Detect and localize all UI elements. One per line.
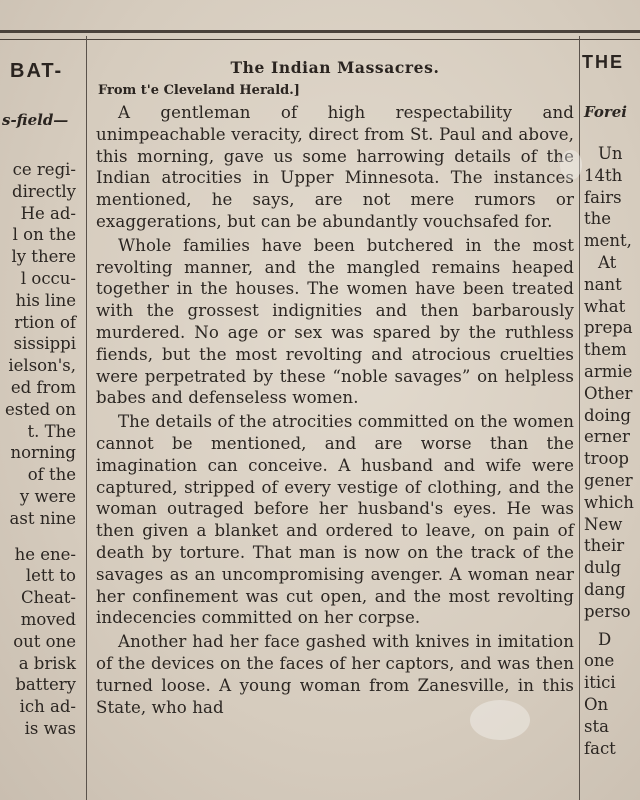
right-line: one [584,651,615,671]
right-line: gener [584,470,633,490]
left-column-subheading: s-field— [2,111,69,129]
left-line: out one [13,631,76,651]
paper-scuff [470,700,530,740]
left-column-lines [0,159,84,740]
column-rule-right [579,36,580,800]
left-column-heading: BAT- [10,60,64,82]
left-line: lett to [25,566,76,586]
left-line: Cheat- [20,588,76,608]
left-line: ielson's, [8,356,76,376]
left-line: ast nine [9,508,76,528]
right-line: which [584,492,634,512]
right-line: them [584,340,627,360]
right-line: On [584,694,609,714]
right-line: At [598,252,617,272]
right-column [582,40,640,759]
article-paragraph: Whole families have been butchered in the most revolting manner, and the mangled remains heaped together in the houses. The women have been treated with the grossest indignities and then barbarously murdered. No age or sex was spared by the ruthless fiends, but the most revolting and atrocious cruelties were perpetrated by these “noble savages” on helpless babes and defenseless women. [96,235,574,408]
left-line: moved [20,609,76,629]
right-column-heading: THE [582,52,624,72]
left-line: battery [15,675,76,695]
left-line: rtion of [14,312,76,332]
right-line: their [584,536,625,556]
left-line: he ene- [14,544,76,564]
left-line: his line [15,290,76,310]
right-line: New [584,514,623,534]
right-line: fairs [584,187,622,207]
right-line: Other [584,383,633,403]
left-line: a brisk [18,653,76,673]
right-line: erner [584,427,630,447]
right-column-subheading: Forei [584,103,627,121]
right-line: perso [584,601,631,621]
left-line: l on the [12,225,76,245]
left-line: norning [10,443,76,463]
left-line: is was [24,718,76,738]
right-line: Un [598,144,623,163]
article-column [92,40,578,718]
left-line: y were [19,486,76,506]
left-line: ly there [11,247,76,267]
column-rule-left [86,36,87,800]
right-line: what [584,296,626,316]
left-line: He ad- [20,203,76,223]
left-line: directly [12,181,76,201]
left-line: ested on [5,399,76,419]
right-line: nant [584,274,622,294]
right-line: fact [584,738,616,758]
left-line: of the [27,465,76,485]
article-title: The Indian Massacres. [230,58,440,77]
right-line: sta [584,716,609,736]
right-line: prepa [584,318,633,338]
left-line: ich ad- [19,697,76,717]
right-line: dang [584,579,626,599]
left-line: l occu- [20,268,76,288]
right-line: D [598,629,612,649]
masthead-rule [0,30,640,40]
right-line: doing [584,405,631,425]
right-line: the [584,209,612,229]
article-source: From t'e Cleveland Herald.] [98,83,300,98]
right-line: troop [584,449,629,469]
right-line: dulg [584,558,622,578]
left-column [0,40,84,740]
right-line: 14th [584,165,623,185]
right-line: armie [584,361,633,381]
left-line: ed from [10,377,76,397]
right-line: ment, [584,231,632,251]
article-paragraph: The details of the atrocities committed on the women cannot be mentioned, and are worse than the imagination can conceive. A husband and wife were captured, stripped of every vestige of clothing, and the woman outraged before her husband's eyes. He was then given a blanket and ordered to leave, on pain of death by torture. That man is now on the track of the savages as an uncompromising avenger. A woman near her confinement was cut open, and the most revolting indecencies committed on her corpse. [96,412,574,628]
left-line: sissippi [13,334,76,354]
right-column-lines [582,143,640,759]
article-paragraph: A gentleman of high respectability and unimpeachable veracity, direct from St. Paul and above, this morning, gave us some harrowing details of the Indian atrocities in Upper Minnesota. The instances mentioned, he says, are not mere rumors or exaggerations, but can be abundantly vouchsafed for. [96,103,574,231]
paper-scuff [560,150,582,180]
article-paragraph: Another had her face gashed with knives in imitation of the devices on the faces of her captors, and was then turned loose. A young woman from Zanesville, in this State, who had [96,632,574,717]
left-line: t. The [27,421,76,441]
right-line: itici [584,673,616,693]
left-line: ce regi- [12,160,76,179]
